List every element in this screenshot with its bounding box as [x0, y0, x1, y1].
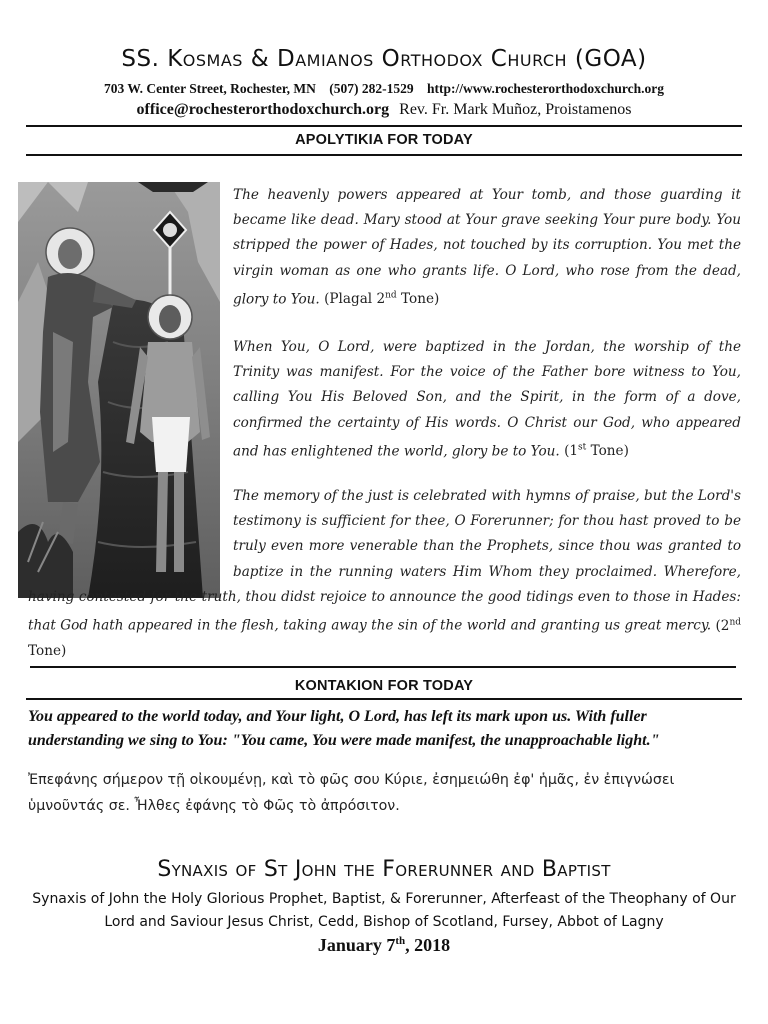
apolytikion-3 — [28, 484, 741, 664]
address-line — [0, 81, 768, 97]
feast-title: Synaxis of St John the Forerunner and Baptist — [157, 857, 611, 882]
email-link[interactable]: office@rochesterorthodoxchurch.org — [136, 101, 390, 118]
apolytikion-1 — [233, 183, 741, 313]
hymn-text: The heavenly powers appeared at Your tomb, and those guarding it became like dead. Mary stood at Your grave seeking Your pure body. You stripped the power of Hades, not touched by its corruption. You met the virgin woman as one who grants life. O Lord, who rose from the dead, glory to You. — [233, 187, 741, 308]
kontakion-heading: KONTAKION FOR TODAY — [294, 678, 474, 694]
priest-name: Rev. Fr. Mark Muñoz, Proistamenos — [399, 101, 632, 118]
divider — [26, 154, 742, 156]
street-address: 703 W. Center Street, Rochester, MN — [103, 81, 316, 96]
church-name: SS. Kosmas & Damianos Orthodox Church (GOA) — [121, 46, 647, 72]
divider — [26, 698, 742, 700]
tone-label: (2nd Tone) — [28, 617, 741, 659]
icon-wrap-spacer — [28, 484, 233, 584]
phone-number: (507) 282-1529 — [329, 81, 414, 96]
hymn-text: The memory of the just is celebrated with hymns of praise, but the Lord's testimony is sufficient for thee, O Forerunner; for thou hast proved to be truly even more venerable than the Prophets, since thou was granted to baptize in the running waters Him Whom they proclaimed. Wherefore, having contested for the truth, thou didst rejoice to announce the good tidings even to those in Hades: that God hath appeared in the flesh, taking away the sin of the world and granting us great mercy. — [28, 488, 741, 634]
divider — [26, 125, 742, 127]
kontakion-greek: Ἐπεφάνης σήμερον τῇ οἰκουμένῃ, καὶ τὸ φῶς σου Κύριε, ἐσημειώθη ἐφ' ἡμᾶς, ἐν ἐπιγνώσει ὑμνοῦντάς σε. Ἦλθες ἐφάνης τὸ Φῶς τὸ ἀπρόσιτον. — [28, 772, 675, 814]
kontakion-english: You appeared to the world today, and Your light, O Lord, has left its mark upon us. With fuller understanding we sing to You: "You came, You were made manifest, the unapproachable light." — [28, 708, 660, 749]
feast-subtitle: Synaxis of John the Holy Glorious Prophet, Baptist, & Forerunner, Afterfeast of the Theophany of Our Lord and Saviour Jesus Christ, Cedd, Bishop of Scotland, Fursey, Abbot of Lagny — [32, 891, 736, 930]
website-link[interactable]: http://www.rochesterorthodoxchurch.org — [427, 81, 665, 96]
feast-date: January 7th, 2018 — [317, 935, 451, 955]
tone-label: (Plagal 2nd Tone) — [324, 290, 440, 308]
apolytikia-heading: APOLYTIKIA FOR TODAY — [295, 132, 473, 148]
apolytikion-2 — [233, 335, 741, 465]
contact-line — [0, 101, 768, 119]
hymn-text: When You, O Lord, were baptized in the Jordan, the worship of the Trinity was manifest. For the voice of the Father bore witness to You, calling You His Beloved Son, and the Spirit, in the form of a dove, confirmed the certainty of His words. O Christ our God, who appeared and has enlightened the world, glory be to You. — [233, 339, 741, 460]
tone-label: (1st Tone) — [564, 442, 629, 460]
divider — [30, 666, 736, 668]
